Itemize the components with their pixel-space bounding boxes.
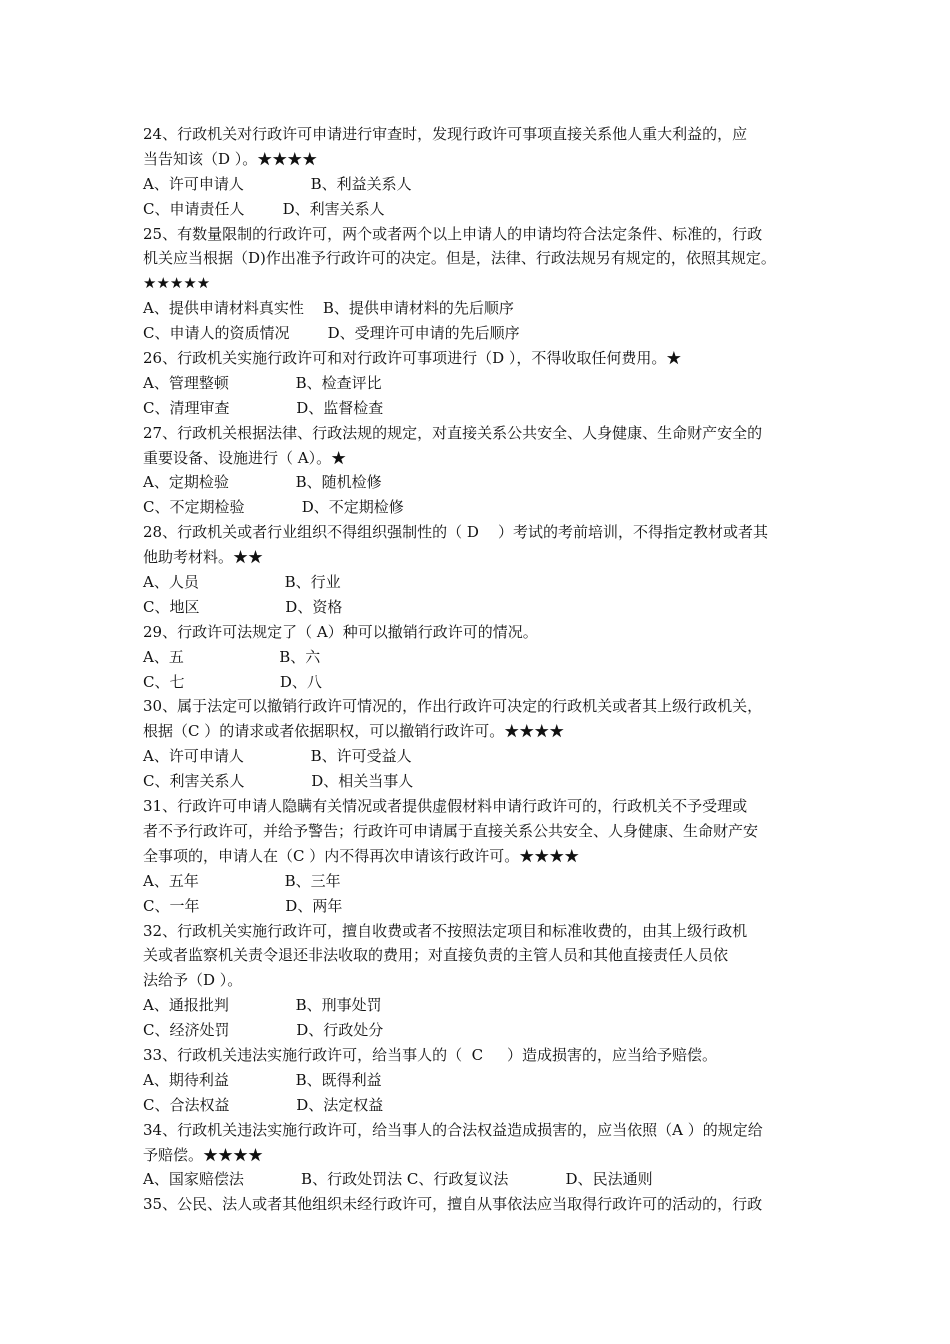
document-page [143, 122, 818, 1217]
text-line: C、地区 D、资格 [143, 597, 343, 616]
text-line: ★★★★★ [143, 274, 211, 293]
text-line: 29、行政许可法规定了（ A）种可以撤销行政许可的情况。 [143, 622, 538, 641]
text-line: C、不定期检验 D、不定期检修 [143, 498, 404, 517]
text-line: A、国家赔偿法 B、行政处罚法 C、行政复议法 D、民法通则 [143, 1170, 653, 1189]
text-line: A、许可申请人 B、利益关系人 [143, 174, 412, 193]
text-line: C、七 D、八 [143, 672, 322, 691]
text-line: 根据（C ）的请求或者依据职权，可以撤销行政许可。★★★★ [143, 722, 565, 741]
text-line: A、定期检验 B、随机检修 [143, 473, 382, 492]
text-line: 予赔偿。★★★★ [143, 1145, 264, 1164]
text-line: 法给予（D ）。 [143, 971, 243, 990]
text-line: A、期待利益 B、既得利益 [143, 1070, 382, 1089]
text-line: 31、行政许可申请人隐瞒有关情况或者提供虚假材料申请行政许可的，行政机关不予受理或 [143, 797, 748, 816]
text-line: 重要设备、设施进行（ A）。★ [143, 448, 347, 467]
text-line: 33、行政机关违法实施行政许可，给当事人的（ C ）造成损害的，应当给予赔偿。 [143, 1045, 717, 1064]
text-line: 27、行政机关根据法律、行政法规的规定，对直接关系公共安全、人身健康、生命财产安全的 [143, 423, 763, 442]
text-line: C、申请责任人 D、利害关系人 [143, 199, 385, 218]
text-line: C、合法权益 D、法定权益 [143, 1095, 384, 1114]
text-line: 他助考材料。★★ [143, 548, 264, 567]
text-line: 24、行政机关对行政许可申请进行审查时，发现行政许可事项直接关系他人重大利益的，应 [143, 125, 748, 143]
text-line: C、经济处罚 D、行政处分 [143, 1021, 384, 1040]
text-line: 35、公民、法人或者其他组织未经行政许可，擅自从事依法应当取得行政许可的活动的，行政 [143, 1195, 763, 1214]
text-line: A、五 B、六 [143, 647, 321, 666]
text-line: A、管理整顿 B、检查评比 [143, 373, 382, 392]
text-line: 关或者监察机关责令退还非法收取的费用；对直接负责的主管人员和其他直接责任人员依 [143, 946, 729, 965]
text-line: C、一年 D、两年 [143, 896, 343, 915]
text-line: A、通报批判 B、刑事处罚 [143, 996, 382, 1015]
text-line: 34、行政机关违法实施行政许可，给当事人的合法权益造成损害的，应当依照（A ）的规定给 [143, 1120, 763, 1139]
text-line: 全事项的，申请人在（C ）内不得再次申请该行政许可。★★★★ [143, 846, 580, 865]
text-line: C、清理审查 D、监督检查 [143, 398, 384, 417]
text-line: 26、行政机关实施行政许可和对行政许可事项进行（D ），不得收取任何费用。★ [143, 349, 682, 368]
text-line: A、人员 B、行业 [143, 573, 341, 592]
text-line: 28、行政机关或者行业组织不得组织强制性的（ D ）考试的考前培训，不得指定教材或者其 [143, 523, 768, 542]
text-line: 者不予行政许可，并给予警告；行政许可申请属于直接关系公共安全、人身健康、生命财产安 [143, 821, 759, 840]
text-line: 32、行政机关实施行政许可，擅自收费或者不按照法定项目和标准收费的，由其上级行政机 [143, 921, 748, 940]
text-line: 30、属于法定可以撤销行政许可情况的，作出行政许可决定的行政机关或者其上级行政机关， [143, 697, 763, 716]
text-line: A、许可申请人 B、许可受益人 [143, 747, 412, 766]
text-line: C、利害关系人 D、相关当事人 [143, 772, 414, 791]
text-line: A、五年 B、三年 [143, 871, 341, 890]
text-line: 机关应当根据（D)作出准予行政许可的决定。但是，法律、行政法规另有规定的，依照其规定。 [143, 249, 776, 268]
text-line: 25、有数量限制的行政许可，两个或者两个以上申请人的申请均符合法定条件、标准的，行政 [143, 224, 763, 243]
text-line: C、申请人的资质情况 D、受理许可申请的先后顺序 [143, 324, 520, 343]
text-line: A、提供申请材料真实性 B、提供申请材料的先后顺序 [143, 299, 514, 318]
text-line: 当告知该（D ）。★★★★ [143, 149, 318, 168]
